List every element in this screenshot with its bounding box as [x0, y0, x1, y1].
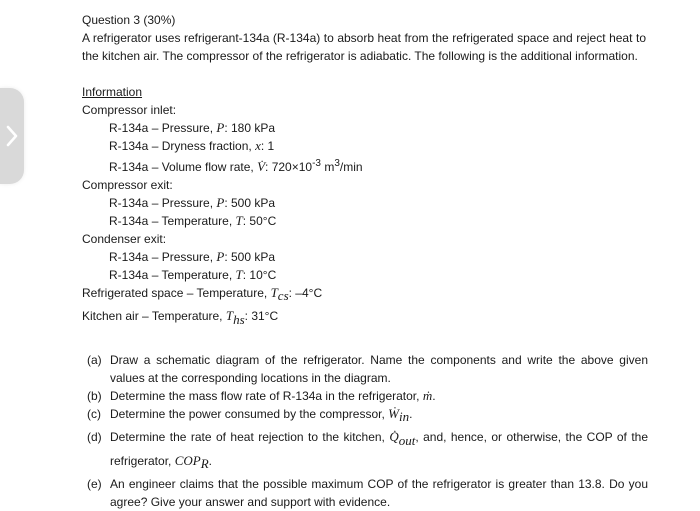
inlet-dryness-label: R-134a – Dryness fraction, [109, 139, 256, 153]
pressure-symbol: P [216, 249, 225, 264]
expand-sidebar-tab[interactable] [0, 88, 24, 184]
exit-pressure-value: : 500 kPa [224, 196, 276, 210]
flow-unit: m [320, 160, 335, 174]
dryness-symbol: x [255, 138, 261, 153]
heat-rate-symbol: Q̇ [389, 429, 399, 445]
exit-pressure-label: R-134a – Pressure, [109, 196, 217, 210]
part-d [82, 428, 648, 475]
question-intro: A refrigerator uses refrigerant-134a (R-134a) to absorb heat from the refrigerated space and reject heat to the kitchen air. The compressor of the refrigerator is adiabatic. The following is the additional information. [82, 31, 646, 63]
part-b-text: Determine the mass flow rate of R-134a in the refrigerator, [110, 388, 423, 403]
condenser-pressure [82, 248, 648, 266]
part-c-text: Determine the power consumed by the compressor, [110, 406, 389, 421]
kitchen-air-temperature [82, 307, 648, 330]
part-b-label: (b) [87, 388, 102, 403]
compressor-inlet-label: Compressor inlet: [82, 103, 177, 117]
condenser-exit-label: Condenser exit: [82, 232, 167, 246]
part-b [82, 387, 648, 405]
part-a-label: (a) [87, 352, 102, 367]
question-content [82, 11, 648, 511]
part-c-label: (c) [87, 406, 101, 421]
part-a [82, 351, 648, 387]
inlet-dryness-value: : 1 [260, 139, 275, 153]
flow-unit-exponent: 3 [334, 158, 340, 169]
condenser-pressure-value: : 500 kPa [224, 250, 276, 264]
question-title: Question 3 (30%) [82, 13, 176, 27]
part-d-label: (d) [87, 430, 102, 445]
power-subscript: in [398, 409, 410, 425]
kitchen-air-value: : 31°C [244, 309, 279, 324]
temperature-symbol: T [225, 308, 234, 324]
temperature-symbol: T [270, 285, 278, 300]
flow-unit-suffix: /min [339, 160, 363, 174]
refrigerated-space-value: : –4°C [288, 286, 323, 300]
part-e [82, 475, 648, 511]
condenser-temperature-value: : 10°C [242, 268, 277, 282]
flow-exponent: -3 [312, 158, 321, 169]
inlet-flow-label: R-134a – Volume flow rate, [109, 160, 258, 174]
condenser-pressure-label: R-134a – Pressure, [109, 250, 217, 264]
inlet-dryness [82, 137, 648, 155]
question-parts [82, 351, 648, 511]
part-d-end: . [208, 453, 212, 468]
cold-space-subscript: cs [277, 288, 289, 304]
exit-temperature [82, 212, 648, 230]
inlet-pressure [82, 119, 648, 137]
inlet-pressure-label: R-134a – Pressure, [109, 121, 217, 135]
inlet-pressure-value: : 180 kPa [224, 121, 276, 135]
power-symbol: Ẇ [388, 405, 399, 421]
flow-value: : 720×10 [265, 160, 313, 174]
pressure-symbol: P [216, 195, 225, 210]
part-b-end: . [432, 388, 436, 403]
mass-flow-symbol: ṁ [422, 387, 433, 403]
refrigerated-space-label: Refrigerated space – Temperature, [82, 286, 271, 300]
heat-rate-subscript: out [398, 432, 416, 448]
exit-temperature-value: : 50°C [242, 214, 277, 228]
cop-symbol: COP [174, 452, 201, 468]
part-d-text: Determine the rate of heat rejection to the kitchen, [110, 430, 390, 445]
part-d-mid: , and, hence, or otherwise, the COP of the refrigerator, [110, 430, 648, 468]
chevron-right-icon [6, 125, 18, 147]
part-a-text: Draw a schematic diagram of the refrigerator. Name the components and write the above given values at the corresponding locations in the diagram. [110, 352, 648, 385]
temperature-symbol: T [235, 213, 243, 228]
refrigerated-space-temperature [82, 284, 648, 307]
volume-flow-symbol: V̇ [257, 159, 266, 174]
temperature-symbol: T [235, 267, 243, 282]
exit-pressure [82, 194, 648, 212]
pressure-symbol: P [216, 120, 225, 135]
condenser-temperature [82, 266, 648, 284]
part-e-label: (e) [87, 476, 102, 491]
condenser-temperature-label: R-134a – Temperature, [109, 268, 236, 282]
information-heading: Information [82, 85, 143, 99]
part-c-end: . [409, 406, 413, 421]
kitchen-air-label: Kitchen air – Temperature, [82, 309, 226, 324]
information-section [82, 83, 648, 331]
cop-subscript: R [200, 455, 209, 471]
hot-space-subscript: hs [233, 311, 245, 327]
inlet-flow-rate [82, 155, 648, 176]
exit-temperature-label: R-134a – Temperature, [109, 214, 236, 228]
part-c [82, 405, 648, 428]
part-e-text: An engineer claims that the possible maximum COP of the refrigerator is greater than 13.8. Do you agree? Give your answer and support with evidence. [110, 476, 648, 509]
compressor-exit-label: Compressor exit: [82, 178, 173, 192]
